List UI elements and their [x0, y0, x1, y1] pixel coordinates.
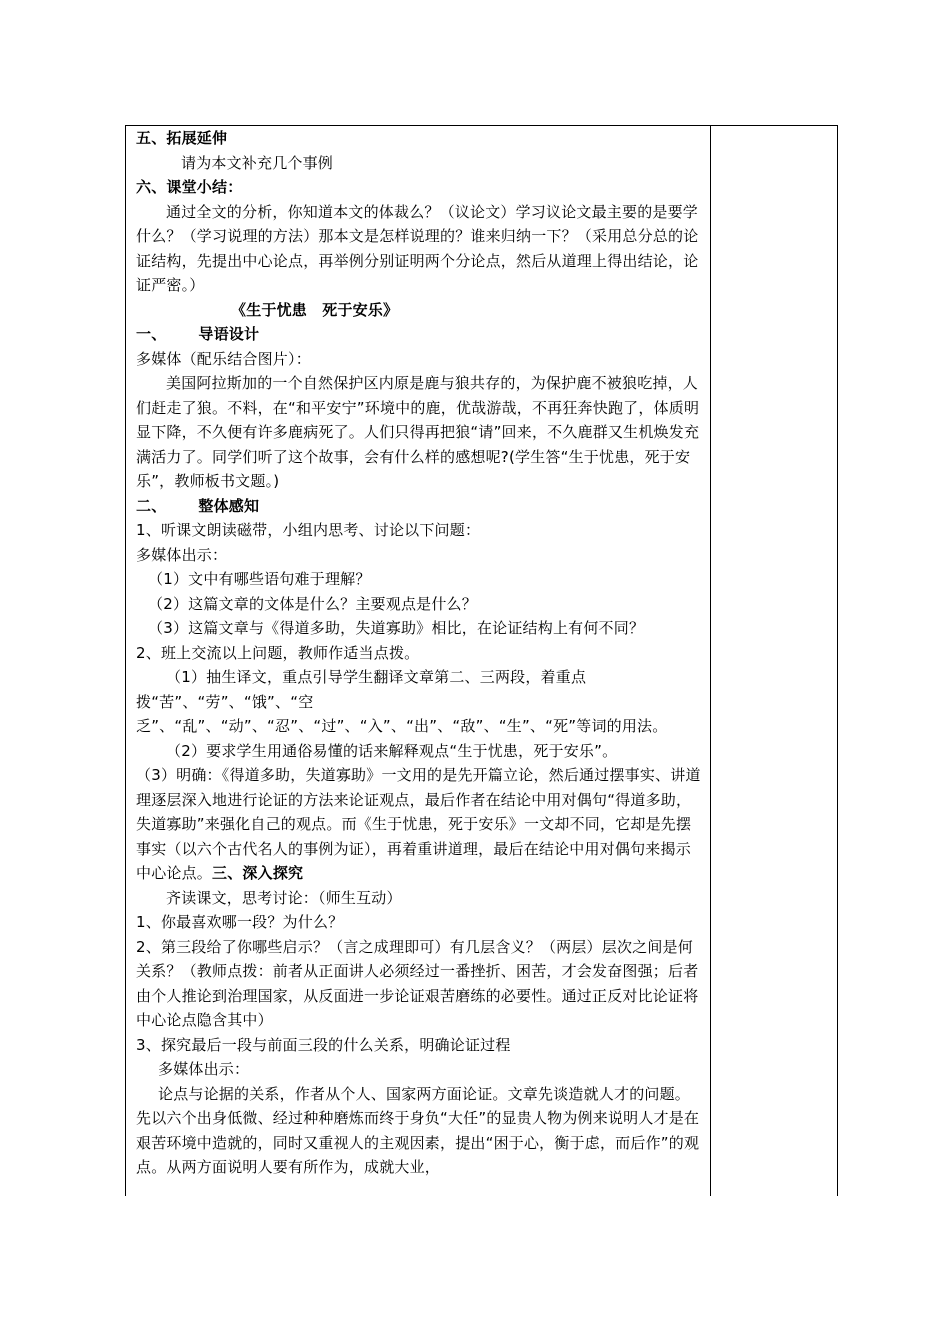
section-5-text: 请为本文补充几个事例: [181, 153, 334, 172]
part-1-number: 一、: [136, 325, 167, 343]
part-3-line-5: 多媒体出示：: [158, 1060, 250, 1078]
part-3-heading: 三、深入探究: [212, 864, 304, 882]
part-2-number: 二、: [136, 496, 167, 515]
part-2-question-3: （3）这篇文章与《得道多助，失道寡助》相比，在论证结构上有何不同？: [148, 619, 645, 637]
part-2-heading: [136, 494, 702, 519]
part-2-line-3: 2、班上交流以上问题，教师作适当点拨。: [136, 643, 420, 662]
part-2-question-2: （2）这篇文章的文体是什么？主要观点是什么？: [148, 594, 477, 613]
part-3-line-4: 3、探究最后一段与前面三段的什么关系，明确论证过程: [136, 1035, 511, 1054]
part-1-heading: [136, 322, 702, 347]
part-2-answer-3-text: （3）明确：《得道多助，失道寡助》一文用的是先开篇立论，然后通过摆事实、讲道理逐层深入地进行论证的方法来论证观点，最后作者在结论中用对偶句“得道多助，失道寡助”来强化自己的观点。而《生于忧患，死于安乐》一文却不同，它却是先摆事实（以六个古代名人的事例为证），再着重讲道理，最后在结论中用对偶句来揭示中心论点。: [136, 766, 701, 882]
part-1-story: 美国阿拉斯加的一个自然保护区内原是鹿与狼共存的，为保护鹿不被狼吃掉，人们赶走了狼。不料，在“和平安宁”环境中的鹿，优哉游哉，不再狂奔快跑了，体质明显下降，不久便有许多鹿病死了。人们只得再把狼“请”回来，不久鹿群又生机焕发充满活力了。同学们听了这个故事，会有什么样的感想呢?(学生答“生于忧患，死于安乐”，教师板书文题。): [136, 374, 700, 490]
section-6-text: 通过全文的分析，你知道本文的体裁么？（议论文）学习议论文最主要的是要学什么？（学习说理的方法）那本文是怎样说理的？谁来归纳一下？（采用总分总的论证结构，先提出中心论点，再举例分别证明两个分论点，然后从道理上得出结论，论证严密。）: [136, 202, 699, 294]
part-2-line-1: 1、听课文朗读磁带，小组内思考、讨论以下问题：: [136, 521, 481, 539]
part-2-answer-1: （1）抽生译文，重点引导学生翻译文章第二、三两段，着重点拨“苦”、“劳”、“饿”、“空乏”、“乱”、“动”、“忍”、“过”、“入”、“出”、“敌”、“生”、“死”等词的用法。: [136, 668, 668, 735]
part-3-line-2: 1、你最喜欢哪一段？为什么？: [136, 913, 344, 931]
document-content: [136, 126, 702, 1180]
section-6-heading: 六、课堂小结：: [136, 178, 243, 196]
part-3-line-3: 2、第三段给了你哪些启示？（言之成理即可）有几层含义？（两层）层次之间是何关系？（教师点拨：前者从正面讲人必须经过一番挫折、困苦，才会发奋图强；后者由个人推论到治理国家，从反面进一步论证艰苦磨练的必要性。通过正反对比论证将中心论点隐含其中）: [136, 937, 699, 1029]
section-5-heading: 五、拓展延伸: [136, 129, 228, 147]
part-1-title: 导语设计: [198, 325, 260, 343]
part-2-question-1: （1）文中有哪些语句难于理解？: [148, 570, 371, 588]
part-2-answer-2: （2）要求学生用通俗易懂的话来解释观点“生于忧患，死于安乐”。: [166, 741, 618, 760]
part-2-answer-3: [136, 763, 702, 886]
part-2-title: 整体感知: [198, 496, 260, 515]
part-3-line-1: 齐读课文，思考讨论：（师生互动）: [166, 888, 402, 907]
part-3-line-6: 论点与论据的关系，作者从个人、国家两方面论证。文章先谈造就人才的问题。先以六个出身低微、经过种种磨炼而终于身负“大任”的显贵人物为例来说明人才是在艰苦环境中造就的，同时又重视人的主观因素，提出“困于心，衡于虑，而后作”的观点。从两方面说明人要有所作为，成就大业，: [136, 1084, 700, 1176]
lesson-title: 《生于忧患 死于安乐》: [231, 300, 399, 319]
part-2-line-2: 多媒体出示：: [136, 545, 228, 564]
part-1-media: 多媒体（配乐结合图片）：: [136, 349, 311, 368]
